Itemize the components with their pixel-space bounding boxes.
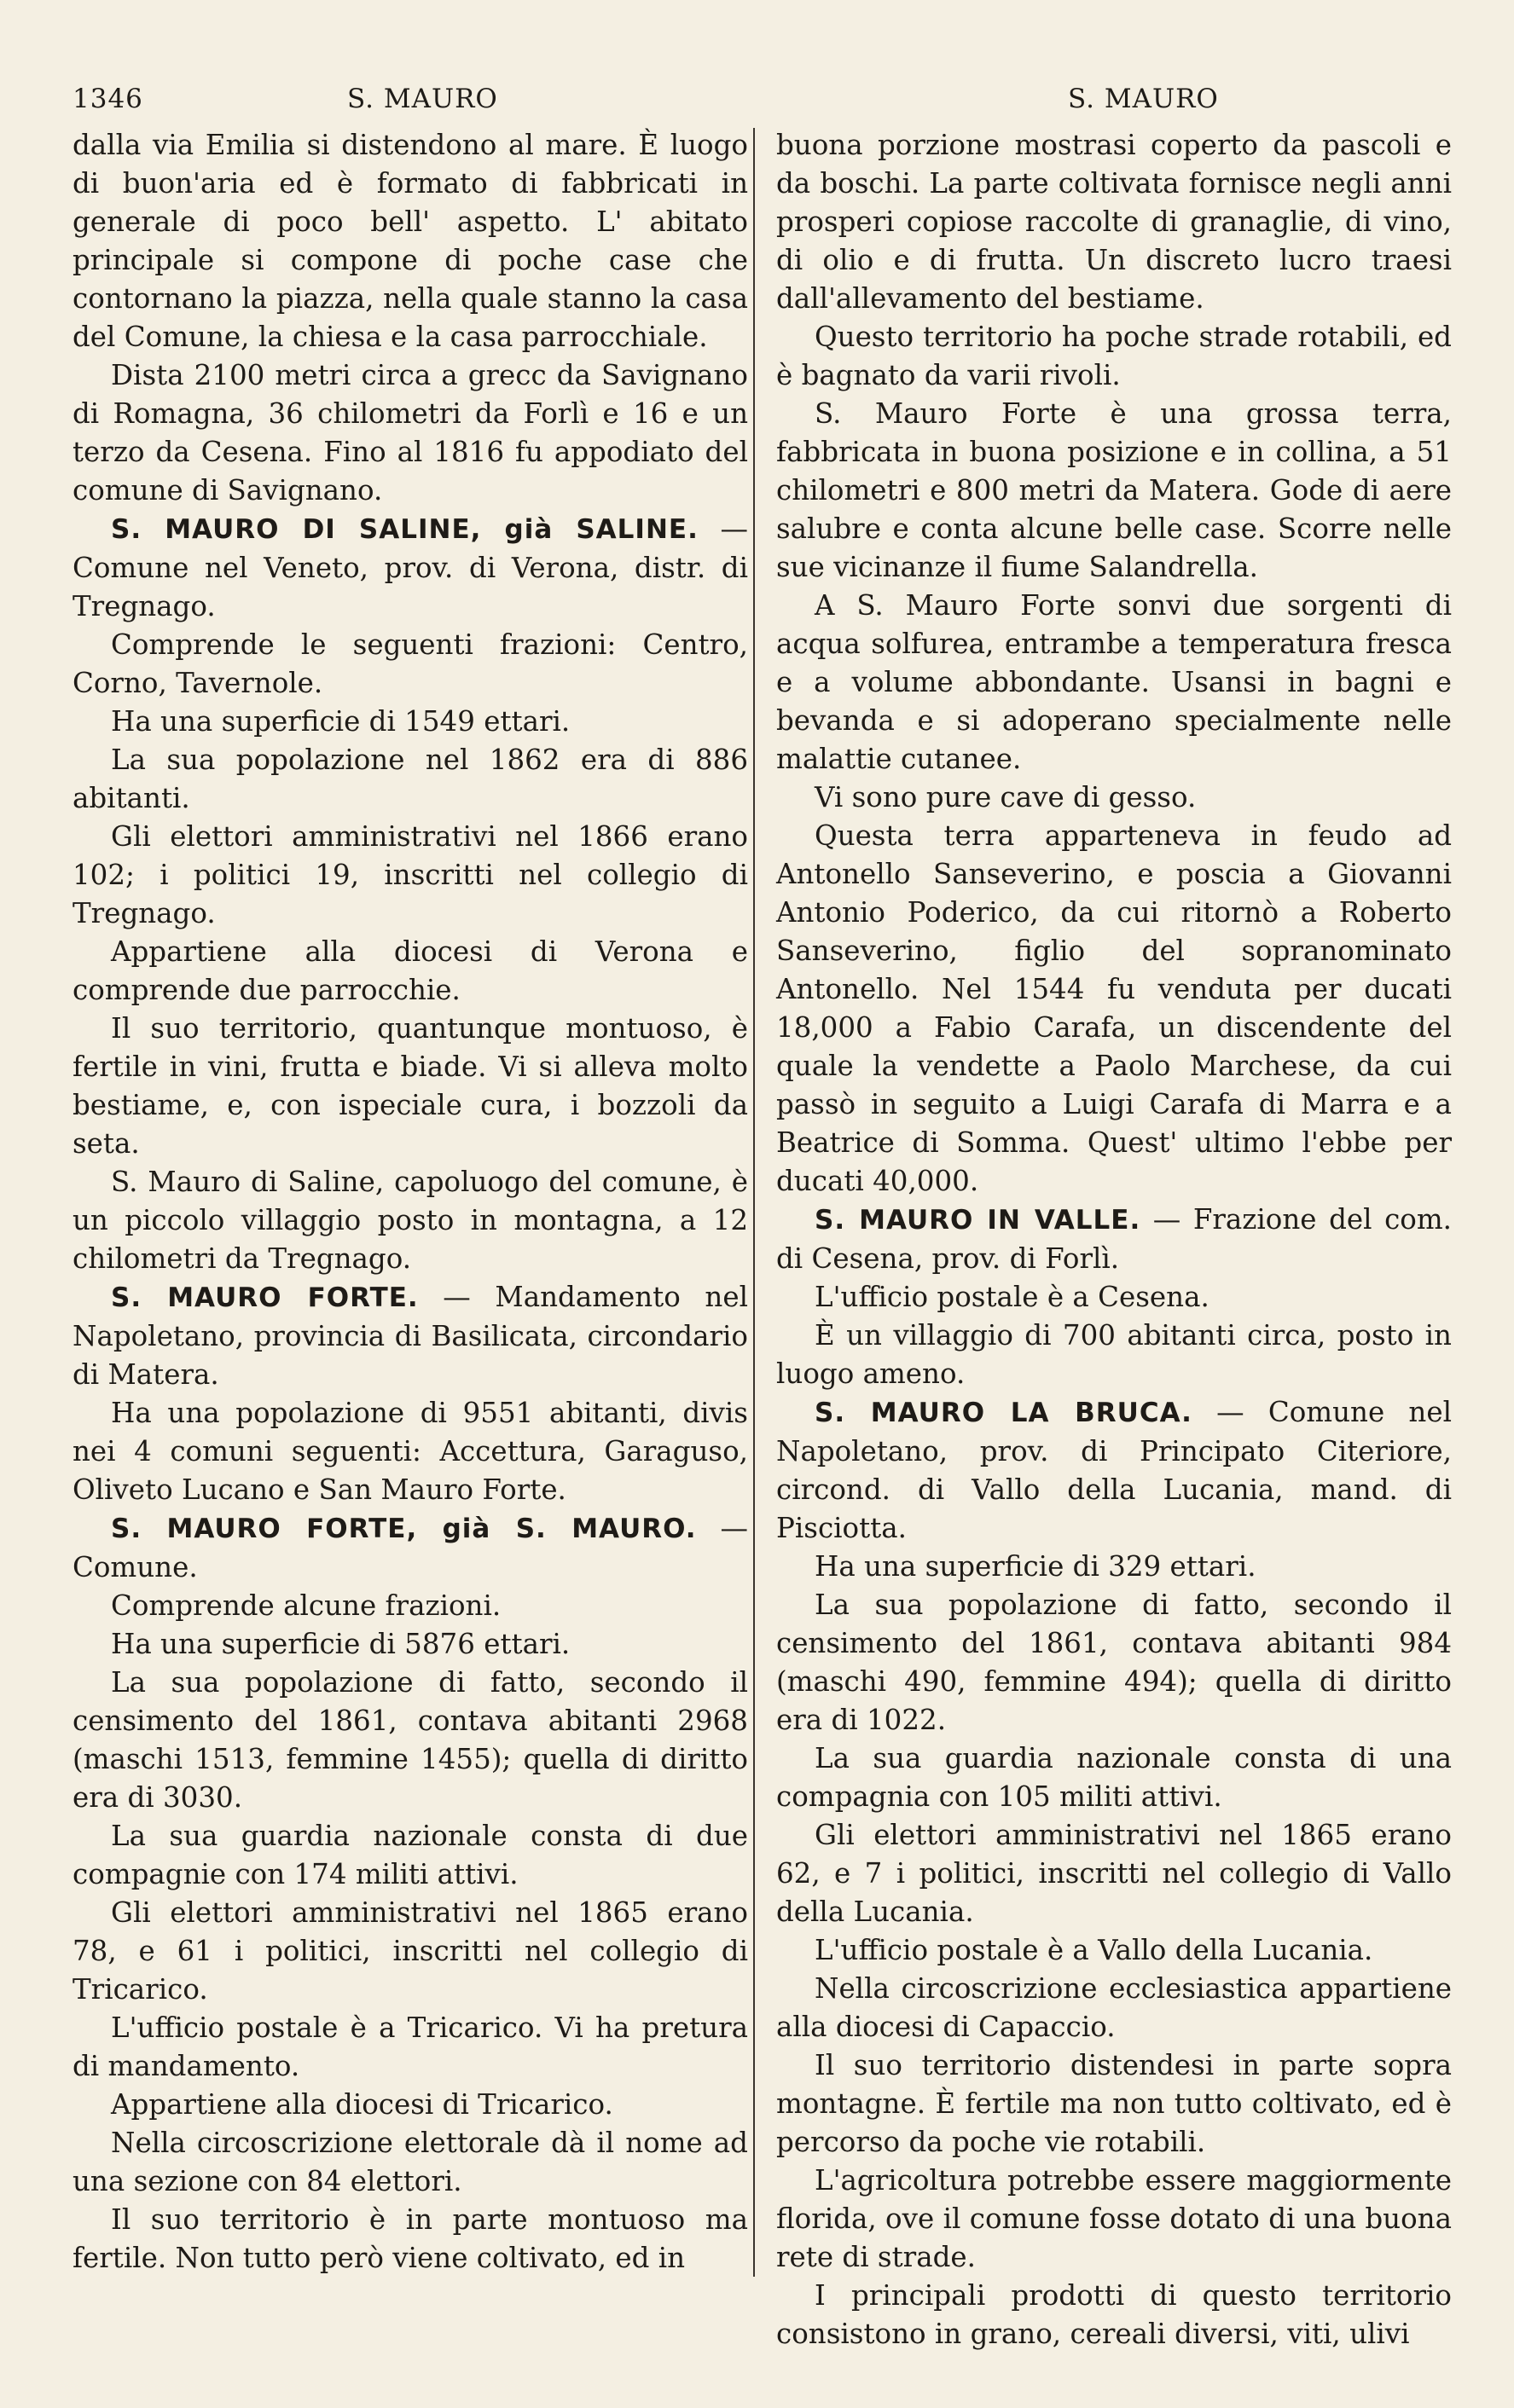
paragraph-text: Comprende le seguenti frazioni: Centro, Corno, Tavernole. bbox=[73, 628, 748, 699]
paragraph-text: La sua popolazione di fatto, secondo il censimento del 1861, contava abitanti 2968 (maschi 1513, femmine 1455); quella di diritto era di 3030. bbox=[73, 1666, 748, 1814]
paragraph bbox=[73, 2201, 748, 2278]
paragraph-text: Il suo territorio è in parte montuoso ma fertile. Non tutto però viene coltivato, ed in bbox=[73, 2203, 748, 2274]
paragraph bbox=[776, 395, 1452, 587]
paragraph bbox=[73, 2086, 748, 2124]
paragraph bbox=[73, 1894, 748, 2009]
paragraph-text: La sua guardia nazionale consta di una compagnia con 105 militi attivi. bbox=[776, 1742, 1452, 1813]
left-column bbox=[73, 126, 748, 2278]
entry-heading: S. MAURO FORTE, già S. MAURO. bbox=[111, 1514, 697, 1544]
paragraph-text: buona porzione mostrasi coperto da pascoli e da boschi. La parte coltivata fornisce negli anni prosperi copiose raccolte di granaglie, di vino, di olio e di frutta. Un discreto lucro traesi dall'allevamento del bestiame. bbox=[776, 129, 1452, 315]
paragraph-text: Appartiene alla diocesi di Verona e comprende due parrocchie. bbox=[73, 935, 748, 1006]
paragraph-text: Ha una superficie di 1549 ettari. bbox=[111, 705, 571, 738]
paragraph bbox=[73, 126, 748, 356]
paragraph-text: Il suo territorio distendesi in parte sopra montagne. È fertile ma non tutto coltivato, ed è percorso da poche vie rotabili. bbox=[776, 2049, 1452, 2158]
paragraph bbox=[776, 318, 1452, 395]
paragraph bbox=[776, 1739, 1452, 1816]
paragraph-text: Ha una superficie di 5876 ettari. bbox=[111, 1628, 571, 1660]
paragraph bbox=[776, 1816, 1452, 1931]
paragraph bbox=[73, 626, 748, 703]
entry-heading: S. MAURO LA BRUCA. bbox=[815, 1398, 1192, 1428]
paragraph bbox=[73, 1394, 748, 1509]
paragraph-text: L'ufficio postale è a Vallo della Lucania. bbox=[815, 1934, 1373, 1966]
paragraph-text: Ha una popolazione di 9551 abitanti, divis nei 4 comuni seguenti: Accettura, Garaguso, Oliveto Lucano e San Mauro Forte. bbox=[73, 1397, 748, 1506]
entry-paragraph bbox=[776, 1201, 1452, 1278]
paragraph bbox=[73, 703, 748, 741]
paragraph-text: S. Mauro di Saline, capoluogo del comune, è un piccolo villaggio posto in montagna, a 12 chilometri da Tregnago. bbox=[73, 1166, 748, 1275]
paragraph-text: — Comune nel Veneto, prov. di Verona, distr. di Tregnago. bbox=[73, 512, 748, 622]
paragraph bbox=[73, 933, 748, 1010]
paragraph bbox=[776, 1548, 1452, 1586]
paragraph bbox=[776, 2046, 1452, 2162]
paragraph-text: Il suo territorio, quantunque montuoso, è fertile in vini, frutta e biade. Vi si alleva molto bestiame, e, con ispeciale cura, i bozzoli da seta. bbox=[73, 1012, 748, 1160]
paragraph-text: Gli elettori amministrativi nel 1865 erano 78, e 61 i politici, inscritti nel collegio di Tricarico. bbox=[73, 1896, 748, 2006]
left-running-title: S. MAURO bbox=[347, 84, 498, 114]
paragraph-text: Dista 2100 metri circa a grecc da Savignano di Romagna, 36 chilometri da Forlì e 16 e un terzo da Cesena. Fino al 1816 fu appodiato del comune di Savignano. bbox=[73, 359, 748, 506]
right-running-title: S. MAURO bbox=[1068, 84, 1219, 114]
paragraph bbox=[776, 2277, 1452, 2353]
paragraph bbox=[776, 1586, 1452, 1739]
paragraph-text: L'ufficio postale è a Tricarico. Vi ha pretura di mandamento. bbox=[73, 2011, 748, 2082]
entry-heading: S. MAURO IN VALLE. bbox=[815, 1205, 1141, 1236]
paragraph bbox=[73, 2124, 748, 2201]
entry-paragraph bbox=[73, 510, 748, 626]
entry-paragraph bbox=[776, 1393, 1452, 1548]
paragraph-text: Comprende alcune frazioni. bbox=[111, 1589, 502, 1622]
paragraph-text: La sua popolazione di fatto, secondo il censimento del 1861, contava abitanti 984 (maschi 490, femmine 494); quella di diritto era di 1022. bbox=[776, 1589, 1452, 1736]
paragraph bbox=[776, 1970, 1452, 2046]
paragraph-text: Nella circoscrizione ecclesiastica appartiene alla diocesi di Capaccio. bbox=[776, 1972, 1452, 2043]
paragraph-text: La sua guardia nazionale consta di due compagnie con 174 militi attivi. bbox=[73, 1820, 748, 1890]
page-number: 1346 bbox=[73, 84, 143, 114]
paragraph-text: I principali prodotti di questo territorio consistono in grano, cereali diversi, viti, ulivi bbox=[776, 2279, 1452, 2350]
paragraph bbox=[776, 126, 1452, 318]
page-header bbox=[73, 84, 1514, 126]
paragraph-text: Vi sono pure cave di gesso. bbox=[815, 781, 1197, 813]
paragraph bbox=[73, 818, 748, 933]
paragraph bbox=[73, 356, 748, 510]
paragraph bbox=[776, 779, 1452, 817]
paragraph-text: L'ufficio postale è a Cesena. bbox=[815, 1281, 1209, 1313]
entry-paragraph bbox=[73, 1278, 748, 1394]
entry-heading: S. MAURO FORTE. bbox=[111, 1282, 419, 1313]
paragraph-text: Questo territorio ha poche strade rotabili, ed è bagnato da varii rivoli. bbox=[776, 321, 1452, 391]
paragraph bbox=[776, 2162, 1452, 2277]
paragraph-text: Ha una superficie di 329 ettari. bbox=[815, 1550, 1256, 1583]
paragraph bbox=[73, 1625, 748, 1664]
paragraph bbox=[776, 587, 1452, 779]
paragraph-text: — Mandamento nel Napoletano, provincia di Basilicata, circondario di Matera. bbox=[73, 1281, 748, 1391]
paragraph bbox=[73, 2009, 748, 2086]
paragraph-text: — Frazione del com. di Cesena, prov. di Forlì. bbox=[776, 1203, 1452, 1275]
paragraph-text: Gli elettori amministrativi nel 1865 erano 62, e 7 i politici, inscritti nel collegio di Vallo della Lucania. bbox=[776, 1819, 1452, 1928]
paragraph bbox=[73, 1664, 748, 1817]
paragraph-text: Questa terra apparteneva in feudo ad Antonello Sanseverino, e poscia a Giovanni Antonio Poderico, da cui ritornò a Roberto Sanseverino, figlio del sopranominato Antonello. Nel 1544 fu venduta per ducati 18,000 a Fabio Carafa, un discendente del quale la vendette a Paolo Marchese, da cui passò in seguito a Luigi Carafa di Marra e a Beatrice di Somma. Quest' ultimo l'ebbe per ducati 40,000. bbox=[776, 819, 1452, 1197]
paragraph-text: A S. Mauro Forte sonvi due sorgenti di acqua solfurea, entrambe a temperatura fresca e a volume abbondante. Usansi in bagni e bevanda e si adoperano specialmente nelle malattie cutanee. bbox=[776, 589, 1452, 775]
entry-heading: S. MAURO DI SALINE, già SALINE. bbox=[111, 514, 699, 545]
paragraph-text: Gli elettori amministrativi nel 1866 erano 102; i politici 19, inscritti nel collegio di Tregnago. bbox=[73, 820, 748, 929]
paragraph bbox=[73, 1163, 748, 1278]
paragraph bbox=[73, 741, 748, 818]
paragraph bbox=[73, 1010, 748, 1163]
paragraph-text: Nella circoscrizione elettorale dà il nome ad una sezione con 84 elettori. bbox=[73, 2127, 748, 2197]
paragraph-text: È un villaggio di 700 abitanti circa, posto in luogo ameno. bbox=[776, 1319, 1452, 1390]
paragraph bbox=[776, 817, 1452, 1201]
paragraph bbox=[73, 1587, 748, 1625]
paragraph bbox=[776, 1317, 1452, 1393]
paragraph bbox=[776, 1931, 1452, 1970]
paragraph-text: dalla via Emilia si distendono al mare. È luogo di buon'aria ed è formato di fabbricati in generale di poco bell' aspetto. L' abitato principale si compone di poche case che contornano la piazza, nella quale stanno la casa del Comune, la chiesa e la casa parrocchiale. bbox=[73, 129, 748, 353]
paragraph-text: S. Mauro Forte è una grossa terra, fabbricata in buona posizione e in collina, a 51 chilometri e 800 metri da Matera. Gode di aere salubre e conta alcune belle case. Scorre nelle sue vicinanze il fiume Salandrella. bbox=[776, 397, 1452, 583]
right-column bbox=[776, 126, 1452, 2353]
paragraph bbox=[776, 1278, 1452, 1317]
paragraph-text: Appartiene alla diocesi di Tricarico. bbox=[111, 2088, 613, 2121]
paragraph-text: L'agricoltura potrebbe essere maggiormente florida, ove il comune fosse dotato di una buona rete di strade. bbox=[776, 2164, 1452, 2273]
column-divider bbox=[753, 128, 755, 2277]
entry-paragraph bbox=[73, 1509, 748, 1587]
paragraph-text: — Comune nel Napoletano, prov. di Principato Citeriore, circond. di Vallo della Lucania, mand. di Pisciotta. bbox=[776, 1396, 1452, 1544]
paragraph-text: — Comune. bbox=[73, 1512, 748, 1583]
paragraph bbox=[73, 1817, 748, 1894]
paragraph-text: La sua popolazione nel 1862 era di 886 abitanti. bbox=[73, 744, 748, 814]
